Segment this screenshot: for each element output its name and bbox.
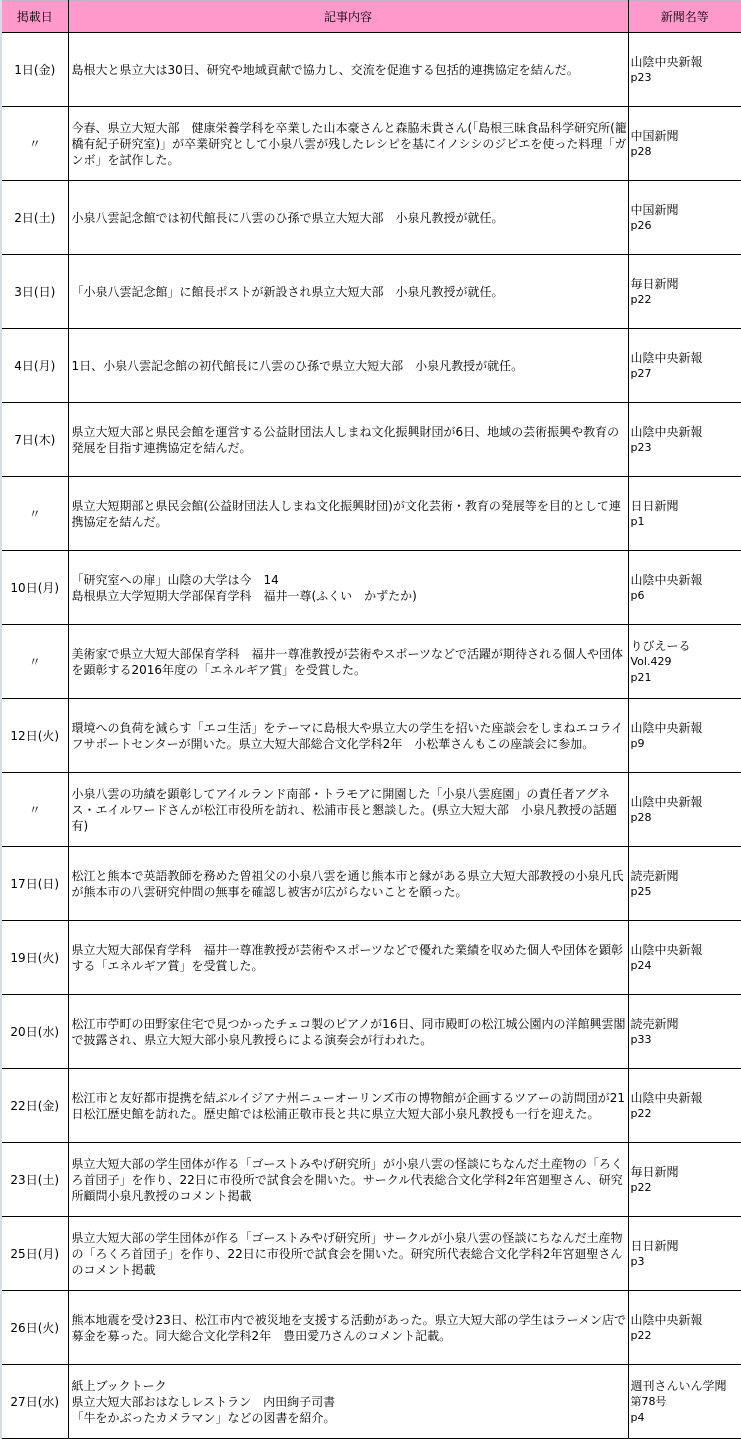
- article-line: 県立大短大部の学生団体が作る「ゴーストみやげ研究所」が小泉八雲の怪談にちなんだ土産物の「ろくろ首団子」を作り、22日に市役所で試食会を開いた。サークル代表総合文化学科2年宮廻聖さん、研究所顧問小泉凡教授のコメント掲載: [72, 1156, 628, 1204]
- article-line: 県立大短期部と県民会館(公益財団法人しまね文化振興財団)が文化芸術・教育の発展等を目的として連携協定を結んだ。: [72, 498, 628, 530]
- cell-paper: [628, 1143, 741, 1217]
- table-row: [1, 699, 741, 773]
- cell-date: 25日(月): [1, 1217, 68, 1291]
- header-row: [1, 1, 741, 33]
- cell-article: [68, 1143, 628, 1217]
- paper-page: p33: [631, 1032, 741, 1048]
- header-paper: 新聞名等: [628, 1, 741, 33]
- paper-name: 毎日新聞: [631, 276, 741, 292]
- article-line: 松江市苧町の田野家住宅で見つかったチェコ製のピアノが16日、同市殿町の松江城公園内の洋館興雲閣で披露され、県立大短大部小泉凡教授らによる演奏会が行われた。: [72, 1016, 628, 1048]
- cell-paper: [628, 551, 741, 625]
- article-line: 「牛をかぶったカメラマン」などの図書を紹介。: [72, 1410, 628, 1426]
- article-line: 環境への負荷を減らす「エコ生活」をテーマに島根大や県立大の学生を招いた座談会をしまねエコライフサポートセンターが開いた。県立大短大部総合文化学科2年 小松華さんもこの座談会に参加。: [72, 720, 628, 752]
- article-line: 県立大短大部と県民会館を運営する公益財団法人しまね文化振興財団が6日、地域の芸術振興や教育の発展を目指す連携協定を結んだ。: [72, 424, 628, 456]
- table-row: [1, 107, 741, 181]
- paper-name: 読売新聞: [631, 868, 741, 884]
- cell-article: [68, 1365, 628, 1439]
- cell-date: 3日(日): [1, 255, 68, 329]
- cell-date: 27日(水): [1, 1365, 68, 1439]
- cell-paper: [628, 1069, 741, 1143]
- article-line: 小泉八雲記念館では初代館長に八雲のひ孫で県立大短大部 小泉凡教授が就任。: [72, 210, 628, 226]
- paper-name: 山陰中央新報: [631, 424, 741, 440]
- paper-name: 週刊さんいん学聞: [631, 1378, 741, 1394]
- cell-paper: [628, 329, 741, 403]
- article-line: 松江市と友好都市提携を結ぶルイジアナ州ニューオーリンズ市の博物館が企画するツアーの訪問団が21日松江歴史館を訪れた。歴史館では松浦正敬市長と共に県立大短大部小泉凡教授も一行を迎えた。: [72, 1090, 628, 1122]
- cell-date: 26日(火): [1, 1291, 68, 1365]
- cell-date: 23日(土): [1, 1143, 68, 1217]
- paper-name: 山陰中央新報: [631, 794, 741, 810]
- article-line: 1日、小泉八雲記念館の初代館長に八雲のひ孫で県立大短大部 小泉凡教授が就任。: [72, 358, 628, 374]
- article-line: 県立大短大部の学生団体が作る「ゴーストみやげ研究所」サークルが小泉八雲の怪談にちなんだ土産物の「ろくろ首団子」を作り、22日に市役所で試食会を開いた。研究所代表総合文化学科2年宮廻聖さんのコメント掲載: [72, 1230, 628, 1278]
- cell-date: 2日(土): [1, 181, 68, 255]
- cell-paper: [628, 181, 741, 255]
- article-line: 島根県立大学短期大学部保育学科 福井一尊(ふくい かずたか): [72, 588, 628, 604]
- cell-article: [68, 181, 628, 255]
- paper-name: 日日新聞: [631, 498, 741, 514]
- paper-name: 山陰中央新報: [631, 1312, 741, 1328]
- paper-page: p4: [631, 1410, 741, 1426]
- cell-paper: [628, 1217, 741, 1291]
- paper-name: 山陰中央新報: [631, 720, 741, 736]
- table-row: [1, 625, 741, 699]
- article-line: 松江と熊本で英語教師を務めた曽祖父の小泉八雲を通じ熊本市と縁がある県立大短大部教授の小泉凡氏が熊本市の八雲研究仲間の無事を確認し被害が広がらないことを願った。: [72, 868, 628, 900]
- cell-article: [68, 1069, 628, 1143]
- cell-article: [68, 33, 628, 107]
- header-content: 記事内容: [68, 1, 628, 33]
- table-row: [1, 551, 741, 625]
- cell-article: [68, 625, 628, 699]
- cell-paper: [628, 107, 741, 181]
- cell-article: [68, 255, 628, 329]
- cell-article: [68, 773, 628, 847]
- paper-name: 読売新聞: [631, 1016, 741, 1032]
- cell-paper: [628, 625, 741, 699]
- cell-date: 7日(木): [1, 403, 68, 477]
- article-line: 美術家で県立大短大部保育学科 福井一尊准教授が芸術やスポーツなどで活躍が期待される個人や団体を顕彰する2016年度の「エネルギア賞」を受賞した。: [72, 646, 628, 678]
- cell-article: [68, 403, 628, 477]
- paper-name: りびえーる: [631, 638, 741, 654]
- paper-page: p28: [631, 810, 741, 826]
- cell-article: [68, 477, 628, 551]
- paper-name: 中国新聞: [631, 202, 741, 218]
- cell-article: [68, 847, 628, 921]
- article-line: 「小泉八雲記念館」に館長ポストが新設され県立大短大部 小泉凡教授が就任。: [72, 284, 628, 300]
- article-line: 熊本地震を受け23日、松江市内で被災地を支援する活動があった。県立大短大部の学生はラーメン店で募金を募った。同大総合文化学科2年 豊田愛乃さんのコメント記載。: [72, 1312, 628, 1344]
- header-date: 掲載日: [1, 1, 68, 33]
- cell-date: 〃: [1, 773, 68, 847]
- cell-date: 17日(日): [1, 847, 68, 921]
- cell-date: 22日(金): [1, 1069, 68, 1143]
- paper-name: 山陰中央新報: [631, 1090, 741, 1106]
- table-row: [1, 329, 741, 403]
- cell-paper: [628, 477, 741, 551]
- paper-issue: Vol.429: [631, 654, 741, 670]
- cell-paper: [628, 403, 741, 477]
- cell-paper: [628, 847, 741, 921]
- cell-article: [68, 107, 628, 181]
- paper-page: p3: [631, 1254, 741, 1270]
- cell-date: 1日(金): [1, 33, 68, 107]
- paper-page: p22: [631, 1106, 741, 1122]
- paper-page: p6: [631, 588, 741, 604]
- paper-page: p9: [631, 736, 741, 752]
- table-row: [1, 255, 741, 329]
- paper-name: 山陰中央新報: [631, 572, 741, 588]
- paper-issue: 第78号: [631, 1394, 741, 1410]
- paper-page: p21: [631, 670, 741, 686]
- table-row: [1, 1069, 741, 1143]
- paper-name: 毎日新聞: [631, 1164, 741, 1180]
- cell-date: 4日(月): [1, 329, 68, 403]
- table-row: [1, 403, 741, 477]
- cell-paper: [628, 699, 741, 773]
- cell-article: [68, 1291, 628, 1365]
- cell-paper: [628, 1291, 741, 1365]
- cell-paper: [628, 33, 741, 107]
- cell-date: 20日(水): [1, 995, 68, 1069]
- paper-page: p23: [631, 440, 741, 456]
- cell-date: 〃: [1, 477, 68, 551]
- paper-page: p26: [631, 218, 741, 234]
- paper-page: p28: [631, 144, 741, 160]
- cell-article: [68, 995, 628, 1069]
- cell-paper: [628, 921, 741, 995]
- article-line: 小泉八雲の功績を顕彰してアイルランド南部・トラモアに開園した「小泉八雲庭園」の責任者アグネス・エイルワードさんが松江市役所を訪れ、松浦市長と懇談した。(県立大短大部 小泉凡教授の話題有): [72, 786, 628, 834]
- table-row: [1, 1365, 741, 1439]
- cell-date: 12日(火): [1, 699, 68, 773]
- paper-name: 日日新聞: [631, 1238, 741, 1254]
- cell-date: 〃: [1, 107, 68, 181]
- paper-name: 山陰中央新報: [631, 942, 741, 958]
- table-row: [1, 773, 741, 847]
- cell-article: [68, 329, 628, 403]
- table-row: [1, 921, 741, 995]
- table-row: [1, 1291, 741, 1365]
- paper-name: 中国新聞: [631, 128, 741, 144]
- paper-name: 山陰中央新報: [631, 350, 741, 366]
- paper-page: p22: [631, 292, 741, 308]
- paper-page: p27: [631, 366, 741, 382]
- table-row: [1, 477, 741, 551]
- cell-paper: [628, 1365, 741, 1439]
- paper-page: p25: [631, 884, 741, 900]
- cell-article: [68, 921, 628, 995]
- table-row: [1, 181, 741, 255]
- cell-date: 10日(月): [1, 551, 68, 625]
- cell-paper: [628, 773, 741, 847]
- article-line: 県立大短大部保育学科 福井一尊准教授が芸術やスポーツなどで優れた業績を収めた個人や団体を顕彰する「エネルギア賞」を受賞した。: [72, 942, 628, 974]
- paper-page: p23: [631, 70, 741, 86]
- table-row: [1, 33, 741, 107]
- article-line: 「研究室への扉」山陰の大学は今 14: [72, 572, 628, 588]
- paper-page: p22: [631, 1180, 741, 1196]
- cell-date: 19日(火): [1, 921, 68, 995]
- cell-date: 〃: [1, 625, 68, 699]
- article-line: 今春、県立大短大部 健康栄養学科を卒業した山本豪さんと森脇未貴さん(「島根三昧食品科学研究所(籠橋有紀子研究室)」が卒業研究として小泉八雲が残したレシピを基にイノシシのジビエを使った料理「ガンボ」を試作した。: [72, 120, 628, 168]
- cell-article: [68, 1217, 628, 1291]
- article-line: 島根大と県立大は30日、研究や地域貢献で協力し、交流を促進する包括的連携協定を結んだ。: [72, 62, 628, 78]
- article-line: 紙上ブックトーク: [72, 1378, 628, 1394]
- paper-page: p24: [631, 958, 741, 974]
- paper-page: p22: [631, 1328, 741, 1344]
- article-line: 県立大短大部おはなしレストラン 内田絢子司書: [72, 1394, 628, 1410]
- paper-page: p1: [631, 514, 741, 530]
- paper-name: 山陰中央新報: [631, 54, 741, 70]
- table-body: [1, 33, 741, 1439]
- cell-paper: [628, 995, 741, 1069]
- table-row: [1, 1143, 741, 1217]
- table-row: [1, 1217, 741, 1291]
- cell-article: [68, 551, 628, 625]
- table-row: [1, 847, 741, 921]
- cell-article: [68, 699, 628, 773]
- table-row: [1, 995, 741, 1069]
- cell-paper: [628, 255, 741, 329]
